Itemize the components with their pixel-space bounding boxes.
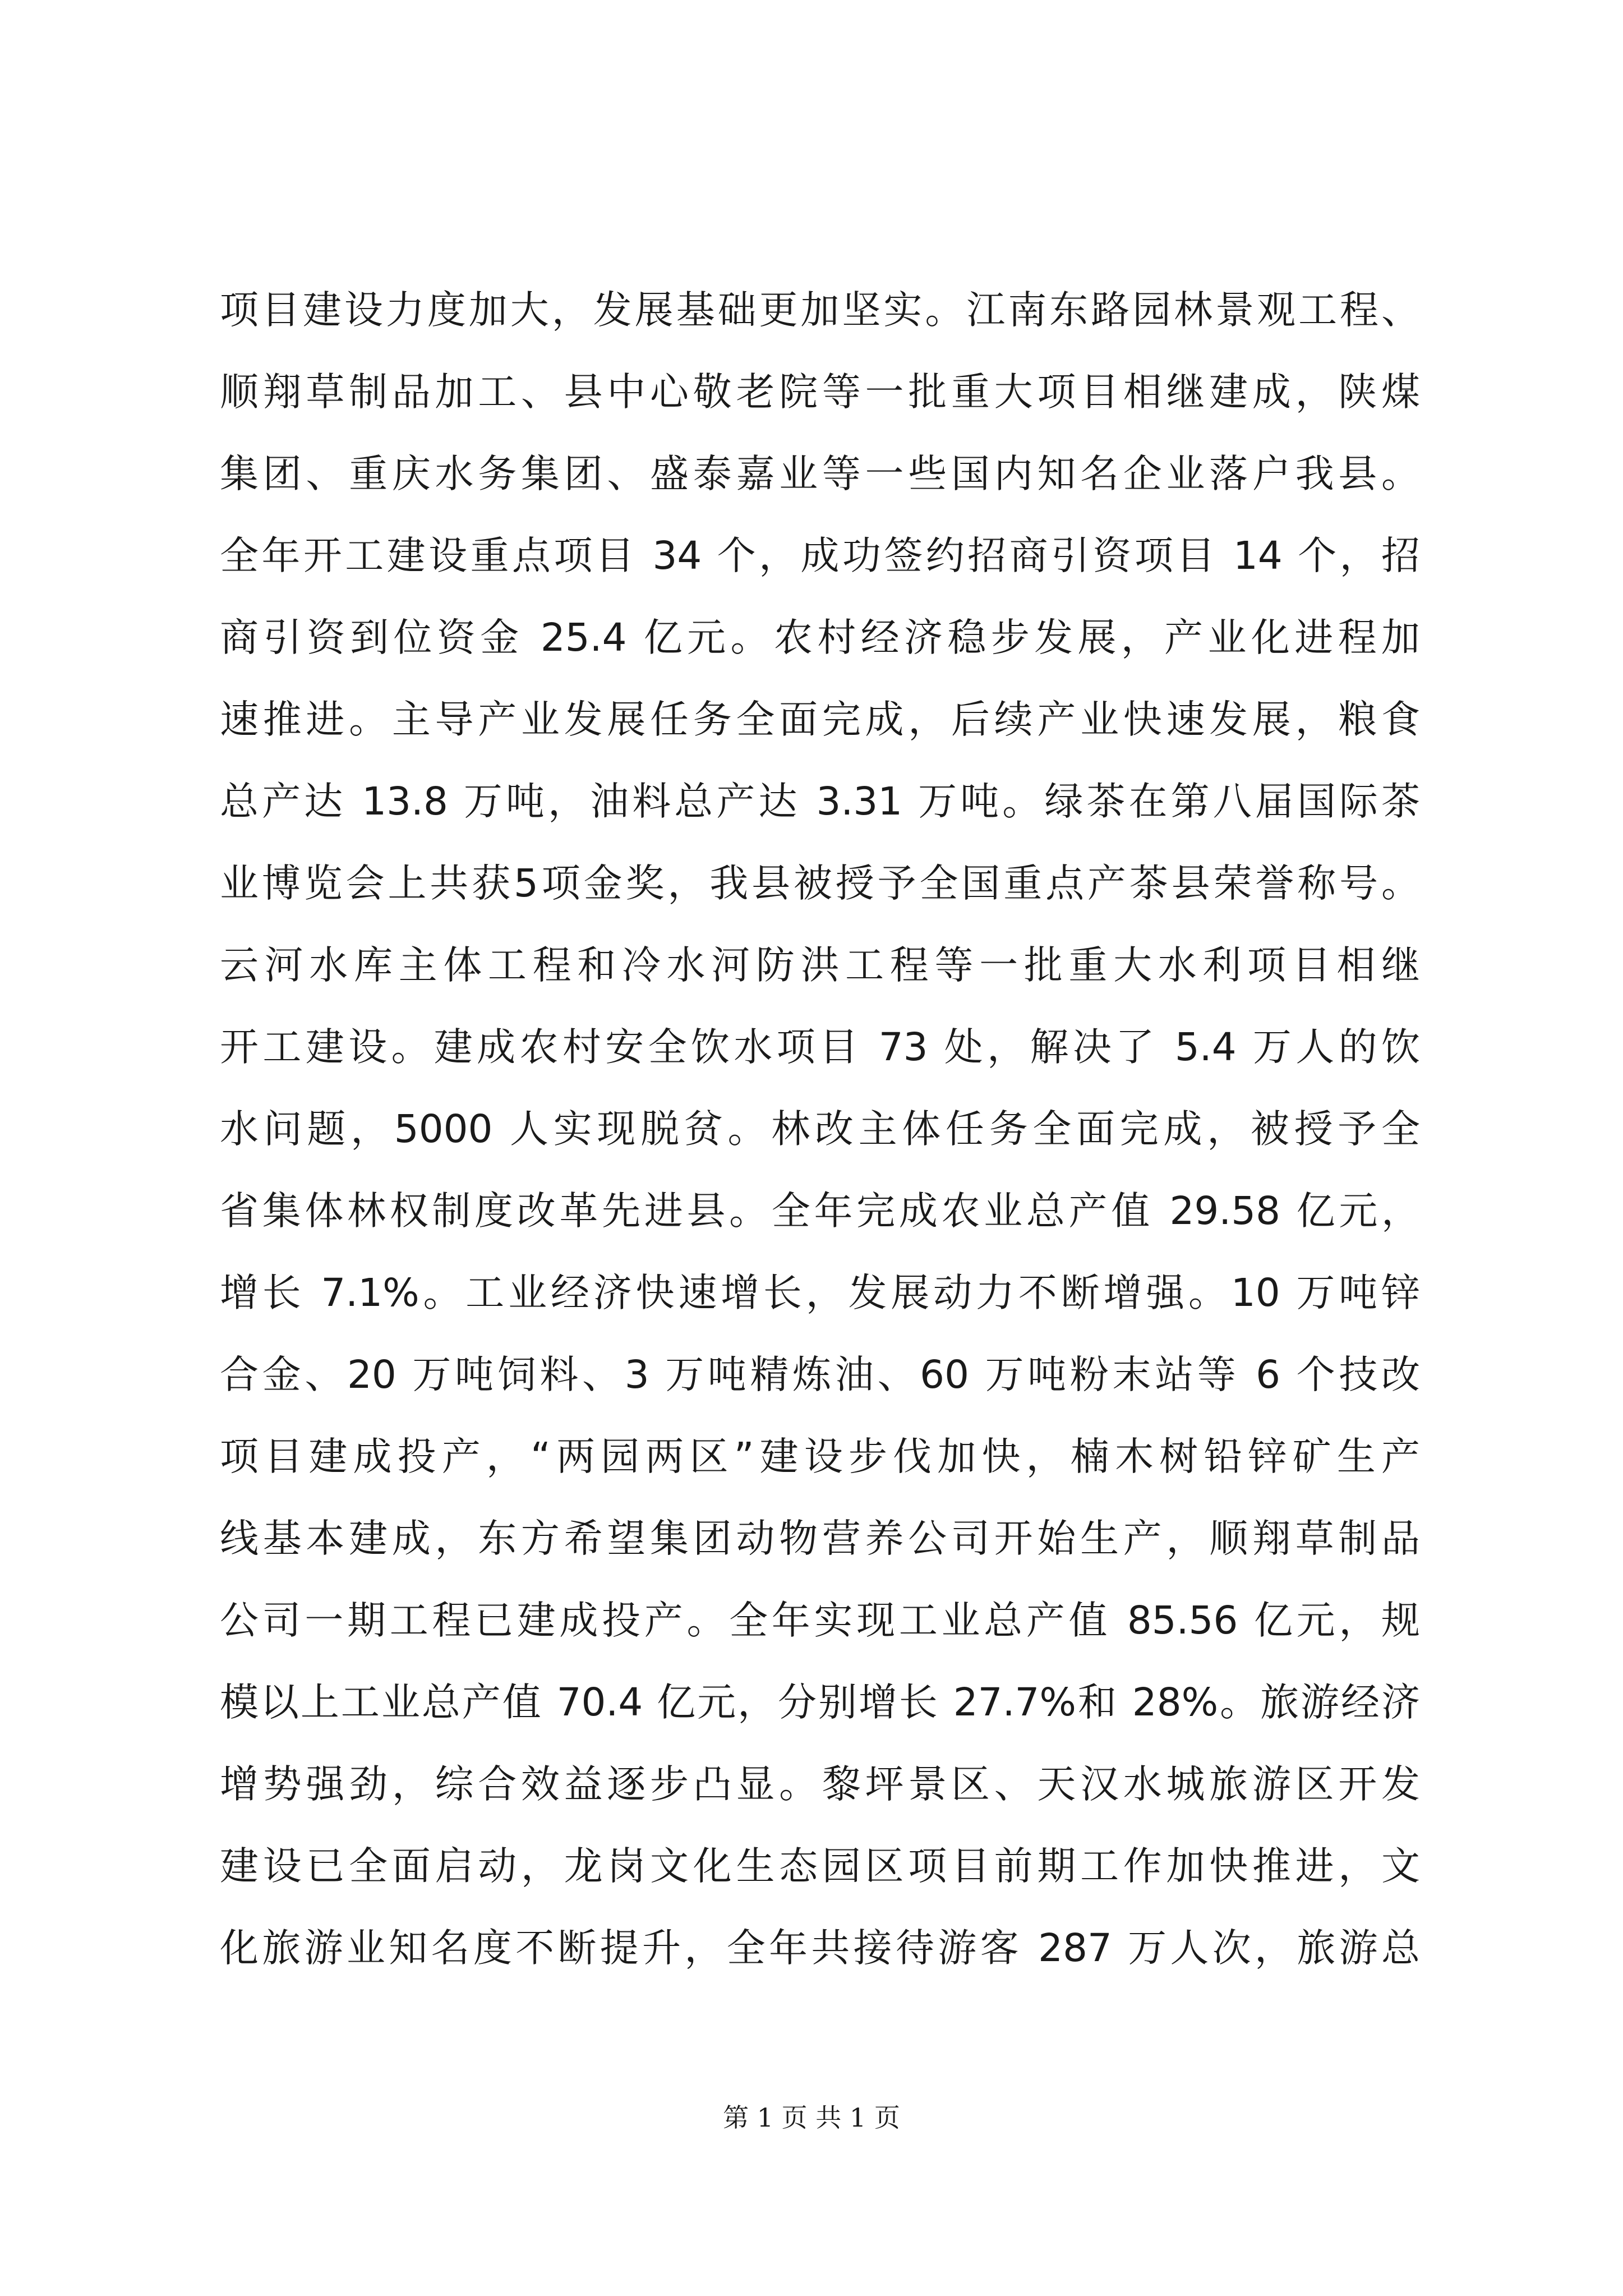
text-line: 开工建设。建成农村安全饮水项目 73 处，解决了 5.4 万人的饮: [220, 1025, 1420, 1070]
text-line: 省集体林权制度改革先进县。全年完成农业总产值 29.58 亿元，: [220, 1189, 1420, 1234]
text-line: 水问题，5000 人实现脱贫。林改主体任务全面完成，被授予全: [220, 1107, 1420, 1152]
text-line: 增长 7.1%。工业经济快速增长，发展动力不断增强。10 万吨锌: [220, 1271, 1420, 1315]
text-line: 业博览会上共获5项金奖，我县被授予全国重点产茶县荣誉称号。: [220, 861, 1420, 906]
text-line: 项目建成投产，“两园两区”建设步伐加快，楠木树铅锌矿生产: [220, 1434, 1420, 1479]
body-paragraph: [220, 269, 1420, 1989]
text-line: 集团、重庆水务集团、盛泰嘉业等一些国内知名企业落户我县。: [220, 452, 1420, 496]
text-line: 云河水库主体工程和冷水河防洪工程等一批重大水利项目相继: [220, 943, 1420, 988]
text-line: 商引资到位资金 25.4 亿元。农村经济稳步发展，产业化进程加: [220, 615, 1420, 660]
page-footer: [0, 2101, 1623, 2134]
text-line: 建设已全面启动，龙岗文化生态园区项目前期工作加快推进，文: [220, 1844, 1420, 1889]
text-line: 项目建设力度加大，发展基础更加坚实。江南东路园林景观工程、: [220, 288, 1420, 333]
text-line: 线基本建成，东方希望集团动物营养公司开始生产，顺翔草制品: [220, 1516, 1420, 1561]
text-line: 顺翔草制品加工、县中心敬老院等一批重大项目相继建成，陕煤: [220, 370, 1420, 415]
page-number-label: 第 1 页 共 1 页: [723, 2102, 900, 2133]
text-line: 总产达 13.8 万吨，油料总产达 3.31 万吨。绿茶在第八届国际茶: [220, 779, 1420, 824]
text-line: 增势强劲，综合效益逐步凸显。黎坪景区、天汉水城旅游区开发: [220, 1762, 1420, 1807]
text-line: 模以上工业总产值 70.4 亿元，分别增长 27.7%和 28%。旅游经济: [220, 1680, 1420, 1725]
text-line: 化旅游业知名度不断提升，全年共接待游客 287 万人次，旅游总: [220, 1926, 1420, 1971]
text-line: 合金、20 万吨饲料、3 万吨精炼油、60 万吨粉末站等 6 个技改: [220, 1352, 1420, 1397]
text-line: 全年开工建设重点项目 34 个，成功签约招商引资项目 14 个，招: [220, 533, 1420, 578]
text-line: 公司一期工程已建成投产。全年实现工业总产值 85.56 亿元，规: [220, 1598, 1420, 1643]
text-line: 速推进。主导产业发展任务全面完成，后续产业快速发展，粮食: [220, 697, 1420, 742]
